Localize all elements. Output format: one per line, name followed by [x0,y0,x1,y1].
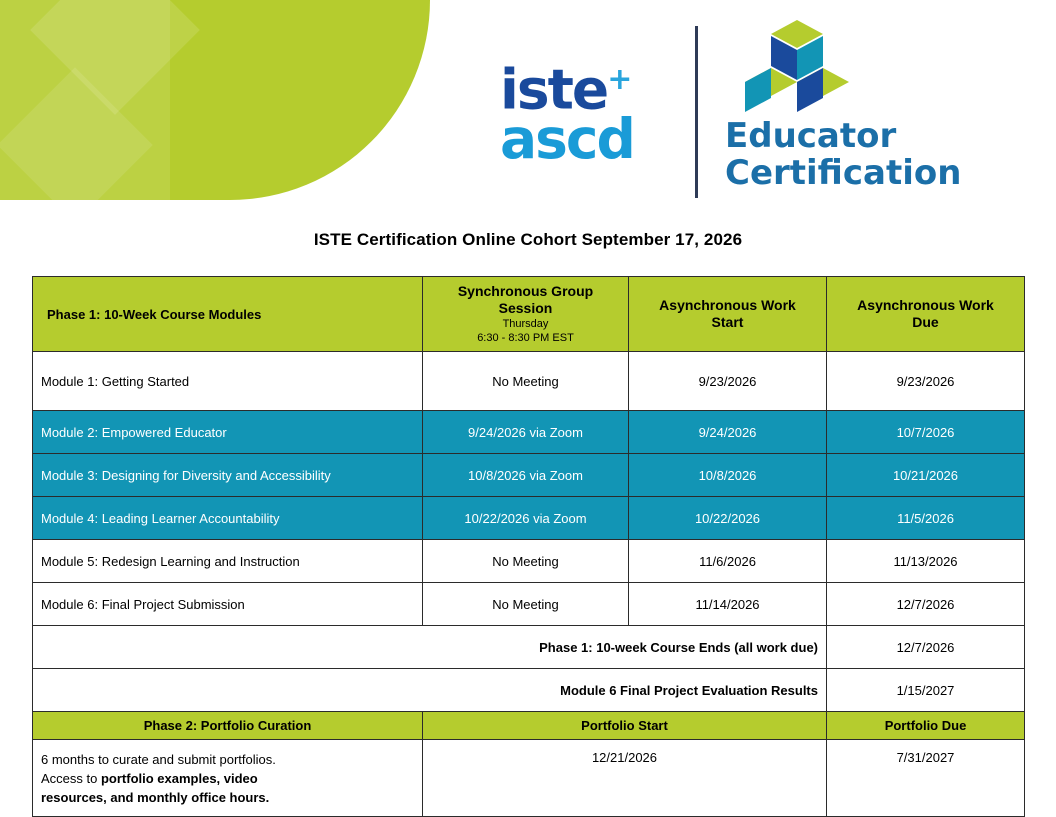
async-due-cell: 10/7/2026 [827,411,1025,454]
sync-line-2: Session [498,300,553,316]
page-title: ISTE Certification Online Cohort September 17, 2026 [313,230,743,249]
table-row [33,352,1025,411]
portfolio-description [33,740,423,817]
async-due-line-2: Due [912,314,939,330]
sync-line-1: Synchronous Group [457,283,594,299]
module-name: Module 1: Getting Started [33,352,423,411]
async-due-cell: 11/13/2026 [827,540,1025,583]
table-row [33,540,1025,583]
schedule-table-wrapper [32,276,1024,817]
phase2-content-row [33,740,1025,817]
sync-sub-1: Thursday [502,318,549,330]
session-cell: No Meeting [423,583,629,626]
table-row [33,411,1025,454]
async-start-cell: 9/23/2026 [629,352,827,411]
summary-row [33,669,1025,712]
phase2-header-row [33,712,1025,740]
session-cell: No Meeting [423,352,629,411]
table-header-row [33,277,1025,352]
page-header-banner [0,0,1056,200]
portfolio-due-value: 7/31/2027 [827,740,1025,817]
header-phase1: Phase 1: 10-Week Course Modules [33,277,423,352]
iste-text: iste [500,57,608,122]
module-name: Module 2: Empowered Educator [33,411,423,454]
module-name: Module 4: Leading Learner Accountability [33,497,423,540]
async-start-cell: 11/14/2026 [629,583,827,626]
summary-row [33,626,1025,669]
session-cell: No Meeting [423,540,629,583]
async-start-cell: 10/8/2026 [629,454,827,497]
ascd-wordmark: ascd [500,107,634,172]
module-name: Module 5: Redesign Learning and Instruction [33,540,423,583]
session-cell: 10/8/2026 via Zoom [423,454,629,497]
header-async-start [629,277,827,352]
header-sync-session [423,277,629,352]
portfolio-desc-line-3-bold: resources, and monthly office hours. [41,789,270,805]
portfolio-start-header: Portfolio Start [423,712,827,740]
module-name: Module 6: Final Project Submission [33,583,423,626]
educator-certification-text [725,118,961,192]
async-start-line-2: Start [711,314,744,330]
async-due-cell: 9/23/2026 [827,352,1025,411]
iste-ascd-logo [500,56,685,172]
table-row [33,497,1025,540]
header-async-due [827,277,1025,352]
table-row [33,454,1025,497]
async-start-line-1: Asynchronous Work [659,297,796,313]
portfolio-start-value: 12/21/2026 [423,740,827,817]
summary-value: 12/7/2026 [827,626,1025,669]
async-start-cell: 11/6/2026 [629,540,827,583]
cube-logo-icon [745,20,850,118]
plus-icon: + [607,62,631,97]
module-name: Module 3: Designing for Diversity and Accessibility [33,454,423,497]
async-due-cell: 11/5/2026 [827,497,1025,540]
logo-divider [695,26,698,198]
portfolio-due-header: Portfolio Due [827,712,1025,740]
async-start-cell: 10/22/2026 [629,497,827,540]
sync-sub-2: 6:30 - 8:30 PM EST [477,332,574,344]
async-start-cell: 9/24/2026 [629,411,827,454]
session-cell: 10/22/2026 via Zoom [423,497,629,540]
async-due-cell: 12/7/2026 [827,583,1025,626]
green-decorative-shape [0,0,430,200]
session-cell: 9/24/2026 via Zoom [423,411,629,454]
portfolio-desc-line-2-plain: Access to [41,770,101,786]
async-due-line-1: Asynchronous Work [857,297,994,313]
summary-value: 1/15/2027 [827,669,1025,712]
schedule-table [32,276,1025,817]
iste-wordmark [500,56,685,122]
async-due-cell: 10/21/2026 [827,454,1025,497]
cert-line-2: Certification [725,153,962,193]
summary-label: Module 6 Final Project Evaluation Results [33,669,827,712]
portfolio-desc-line-2-bold: portfolio examples, video [100,770,258,786]
phase2-title: Phase 2: Portfolio Curation [33,712,423,740]
logo-area [470,18,1030,193]
summary-label: Phase 1: 10-week Course Ends (all work due) [33,626,827,669]
cert-line-1: Educator [725,116,897,156]
table-row [33,583,1025,626]
portfolio-desc-line-1: 6 months to curate and submit portfolios. [41,751,276,767]
